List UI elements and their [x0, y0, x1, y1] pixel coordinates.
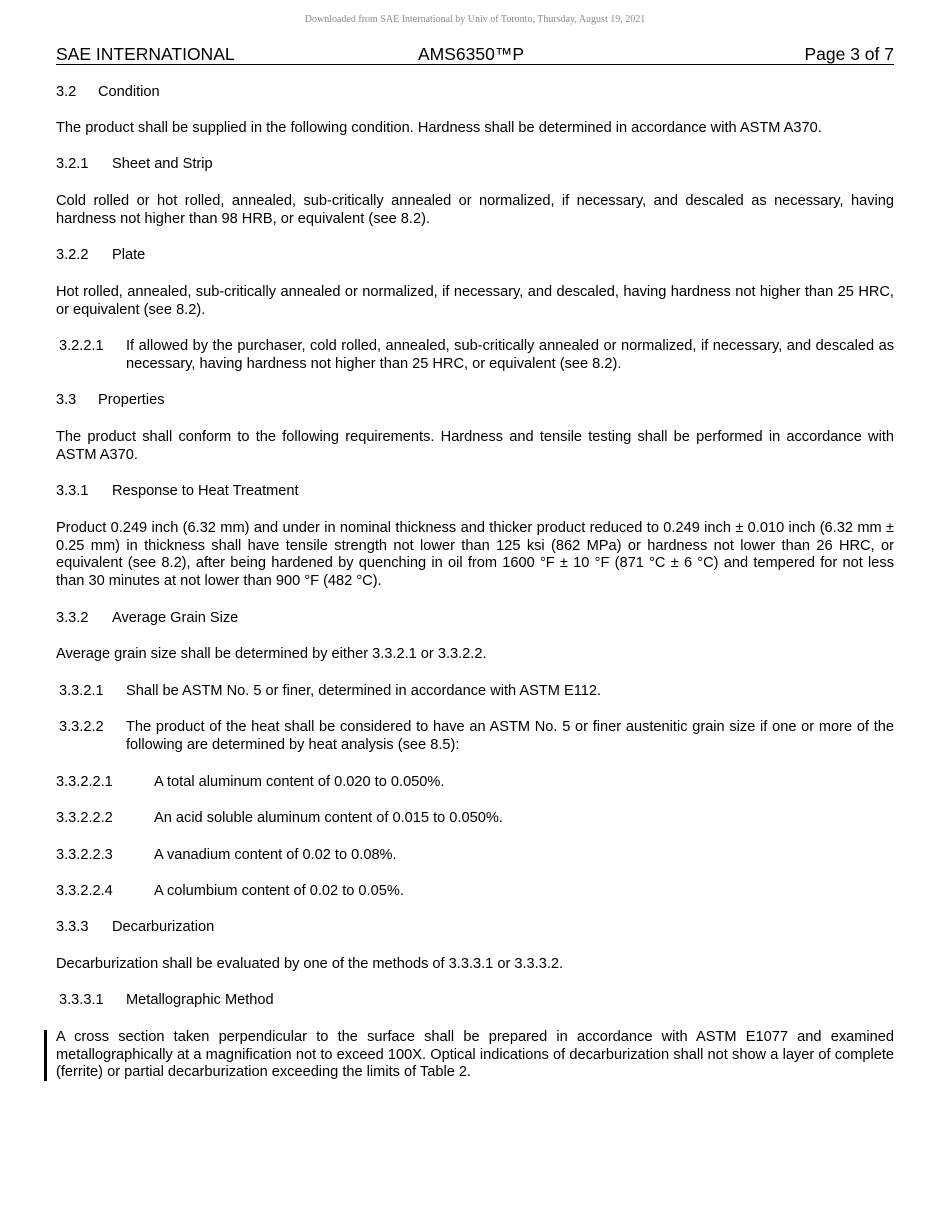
section-title: Properties: [98, 392, 165, 408]
section-title: Decarburization: [112, 919, 215, 935]
paragraph-plate: Hot rolled, annealed, sub-critically annealed or normalized, if necessary, and descaled, having hardness not higher than 25 HRC, or equivalent (see 8.2).: [56, 284, 894, 318]
section-number: 3.3.3.1: [59, 992, 104, 1008]
paragraph-3-3-2-1: Shall be ASTM No. 5 or finer, determined in accordance with ASTM E112.: [126, 683, 602, 699]
section-number: 3.2.2: [56, 247, 89, 263]
section-number: 3.3.2.2.4: [56, 883, 113, 899]
paragraph-3-2-2-1: If allowed by the purchaser, cold rolled, annealed, sub-critically annealed or normalized, if necessary, and descaled as necessary, having hardness not higher than 25 HRC, or equivalent (see 8.2).: [126, 338, 894, 372]
section-title: Average Grain Size: [112, 610, 239, 626]
section-number: 3.3.2.2.2: [56, 810, 113, 826]
header-organization: SAE INTERNATIONAL: [56, 44, 235, 64]
section-title: Response to Heat Treatment: [112, 483, 299, 499]
paragraph-3-3-2-2-3: A vanadium content of 0.02 to 0.08%.: [154, 847, 397, 863]
section-number: 3.3.2.1: [59, 683, 104, 699]
section-title: Condition: [98, 84, 160, 100]
paragraph-grain-size: Average grain size shall be determined by either 3.3.2.1 or 3.3.2.2.: [56, 646, 487, 662]
page-header: [56, 44, 894, 65]
section-number: 3.3.2.2: [59, 719, 104, 735]
header-document-number: AMS6350™P: [418, 44, 525, 64]
section-title: Sheet and Strip: [112, 156, 213, 172]
header-page-number: Page 3 of 7: [804, 44, 894, 64]
section-title: Metallographic Method: [126, 992, 274, 1008]
section-number: 3.2: [56, 84, 77, 100]
paragraph-3-3-2-2-4: A columbium content of 0.02 to 0.05%.: [154, 883, 404, 899]
paragraph-3-3-2-2-2: An acid soluble aluminum content of 0.015 to 0.050%.: [154, 810, 503, 826]
paragraph-metallographic-method: A cross section taken perpendicular to the surface shall be prepared in accordance with ASTM E1077 and examined metallographically at a magnification not to exceed 100X. Optical indications of decarburization shall not show a layer of complete (ferrite) or partial decarburization exceeding the limits of Table 2.: [56, 1029, 894, 1080]
section-title: Plate: [112, 247, 146, 263]
paragraph-properties: The product shall conform to the following requirements. Hardness and tensile testing shall be performed in accordance with ASTM A370.: [56, 429, 894, 463]
paragraph-condition: The product shall be supplied in the following condition. Hardness shall be determined in accordance with ASTM A370.: [56, 120, 822, 136]
paragraph-3-3-2-2: The product of the heat shall be considered to have an ASTM No. 5 or finer austenitic grain size if one or more of the following are determined by heat analysis (see 8.5):: [126, 719, 894, 753]
section-number: 3.3.1: [56, 483, 89, 499]
section-number: 3.3.2: [56, 610, 89, 626]
section-3-3-2-1: [56, 683, 894, 701]
paragraph-heat-treatment: Product 0.249 inch (6.32 mm) and under in nominal thickness and thicker product reduced to 0.249 inch ± 0.010 inch (6.32 mm ± 0.25 mm) in thickness shall have tensile strength not lower than 125 ksi (862 MPa) or hardness not lower than 26 HRC, or equivalent (see 8.2), after being hardened by quenching in oil from 1600 °F ± 10 °F (871 °C ± 6 °C) and tempered for not less than 30 minutes at not lower than 900 °F (482 °C).: [56, 520, 894, 589]
section-3-2-2-1: [56, 338, 894, 373]
section-3-3-2-2: [56, 719, 894, 754]
revision-change-bar: [44, 1030, 47, 1081]
section-number: 3.3: [56, 392, 77, 408]
paragraph-decarburization: Decarburization shall be evaluated by one of the methods of 3.3.3.1 or 3.3.3.2.: [56, 956, 564, 972]
paragraph-3-3-2-2-1: A total aluminum content of 0.020 to 0.050%.: [154, 774, 445, 790]
paragraph-sheet-and-strip: Cold rolled or hot rolled, annealed, sub-critically annealed or normalized, if necessary, and descaled as necessary, having hardness not higher than 98 HRB, or equivalent (see 8.2).: [56, 193, 894, 227]
section-number: 3.3.2.2.3: [56, 847, 113, 863]
section-number: 3.3.2.2.1: [56, 774, 113, 790]
download-watermark: Downloaded from SAE International by Univ of Toronto, Thursday, August 19, 2021: [304, 14, 646, 25]
section-number: 3.3.3: [56, 919, 89, 935]
section-number: 3.2.2.1: [59, 338, 104, 354]
section-number: 3.2.1: [56, 156, 89, 172]
